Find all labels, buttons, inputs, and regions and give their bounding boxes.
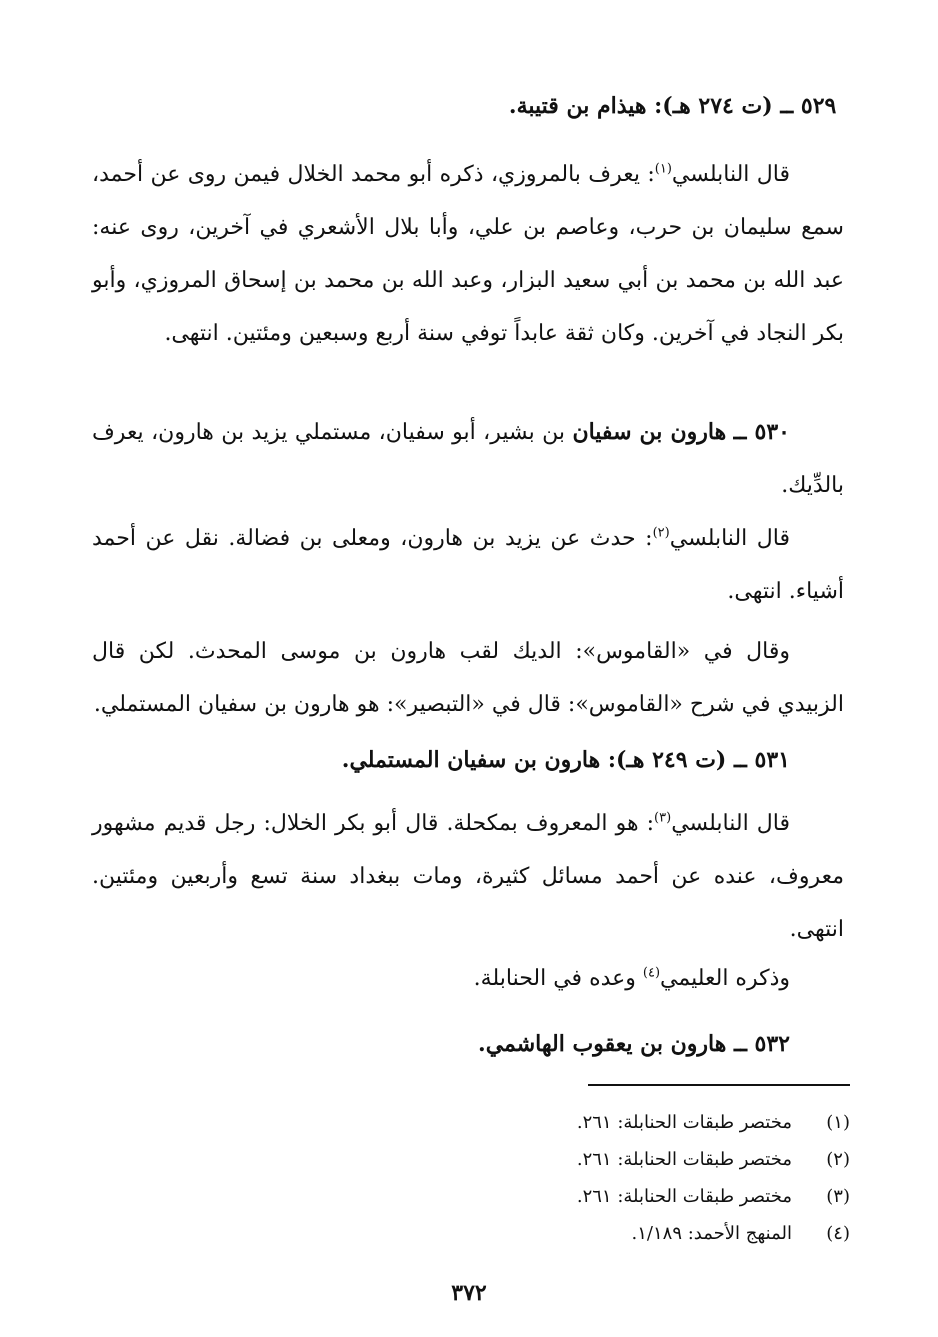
entry-529-title: ٥٢٩ ــ (ت ٢٧٤ هـ): هيذام بن قتيبة. [508,93,837,119]
entry-530-heading [92,406,844,512]
entry-530-paragraph-1 [92,512,844,618]
footnote-text: مختصر طبقات الحنابلة: ٢٦١. [576,1149,792,1170]
footnote-1 [450,1104,850,1141]
footnote-separator [588,1084,850,1086]
entry-530-number: ٥٣٠ ــ [733,419,790,445]
footnote-3 [450,1178,850,1215]
entry-531-para1-text: : هو المعروف بمكحلة. قال أبو بكر الخلال: رجل قديم مشهور معروف، عنده عن أحمد مسائل كثيرة، ومات ببغداد سنة تسع وأربعين ومئتين. انتهى. [92,811,844,942]
footnote-number: (٤) [826,1223,850,1244]
footnote-ref-3: (٣) [654,810,672,826]
footnote-ref-1: (١) [654,161,672,177]
footnote-4 [450,1215,850,1252]
entry-531-paragraph-1 [92,797,844,956]
entry-530-para1-text: : حدث عن يزيد بن هارون، ومعلى بن فضالة. نقل عن أحمد أشياء. انتهى. [92,526,844,604]
footnote-number: (٢) [826,1149,850,1170]
entry-529-paragraph [92,148,844,360]
entry-532-title: ٥٣٢ ــ هارون بن يعقوب الهاشمي. [478,1031,790,1057]
footnote-text: مختصر طبقات الحنابلة: ٢٦١. [576,1112,792,1133]
footnote-ref-2: (٢) [652,525,670,541]
entry-530-paragraph-2 [92,625,844,731]
footnote-text: المنهج الأحمد: ١/١٨٩. [631,1223,792,1244]
entry-529-heading [92,80,844,133]
entry-531-title: ٥٣١ ــ (ت ٢٤٩ هـ): هارون بن سفيان المستملي. [341,747,790,773]
entry-530-para1-start: قال النابلسي [669,526,790,551]
footnote-number: (١) [826,1112,850,1133]
entry-531-heading [92,734,844,787]
footnote-ref-4: (٤) [642,965,661,981]
footnotes [450,1104,850,1252]
page-number: ٣٧٢ [451,1280,487,1306]
entry-531-para2-text: وعده في الحنابلة. [473,966,643,991]
entry-529-para-start: قال النابلسي [671,162,790,187]
footnote-number: (٣) [826,1186,850,1207]
entry-531-paragraph-2 [92,952,844,1005]
footnote-2 [450,1141,850,1178]
entry-530-rest: بن بشير، أبو سفيان، مستملي يزيد بن هارون، يعرف بالدِّيك. [92,420,844,498]
entry-529-para-text: : يعرف بالمروزي، ذكره أبو محمد الخلال فيمن روى عن أحمد، سمع سليمان بن حرب، وعاصم بن علي، وأبا بلال الأشعري في آخرين، روى عنه: عبد الله بن محمد بن أبي سعيد البزار، وعبد الله بن محمد بن إسحاق المروزي، وأبو بكر النجاد في آخرين. وكان ثقة عابداً توفي سنة أربع وسبعين ومئتين. انتهى. [92,162,845,346]
entry-531-para1-start: قال النابلسي [671,811,790,836]
entry-530-para2-text: وقال في «القاموس»: الديك لقب هارون بن موسى المحدث. لكن قال الزبيدي في شرح «القاموس»: قال في «التبصير»: هو هارون بن سفيان المستملي. [92,639,844,717]
entry-531-para2-start: وذكره العليمي [660,966,790,991]
entry-532-heading [92,1018,844,1071]
footnote-text: مختصر طبقات الحنابلة: ٢٦١. [576,1186,792,1207]
entry-530-name: هارون بن سفيان [572,419,727,445]
